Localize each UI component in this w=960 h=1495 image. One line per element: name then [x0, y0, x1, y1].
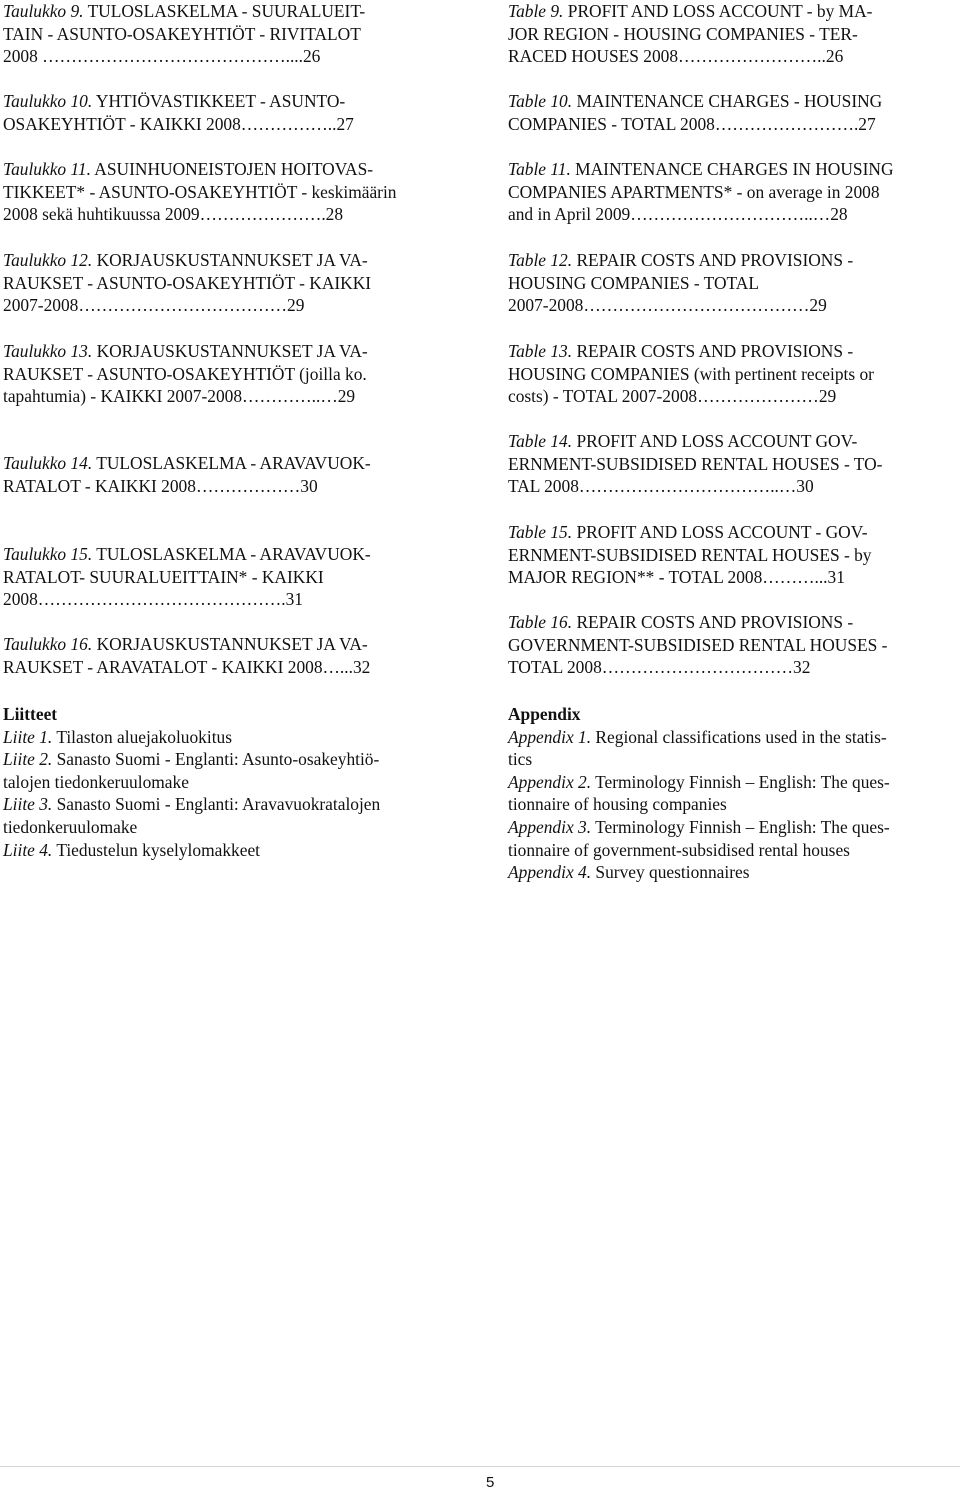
entry-label: Appendix 1. [508, 726, 592, 747]
entry-label: Liite 4. [3, 839, 53, 860]
toc-entry [508, 90, 882, 135]
entry-text: costs) - TOTAL 2007-2008…………………29 [508, 386, 837, 407]
entry-text: MAJOR REGION** - TOTAL 2008………...31 [508, 567, 845, 588]
entry-label: Table 11. [508, 159, 571, 179]
entry-text: 2007-2008…………………………………29 [508, 295, 827, 316]
entry-text: PROFIT AND LOSS ACCOUNT GOV- [572, 431, 858, 451]
appendix-heading: Appendix [508, 704, 581, 724]
entry-text: RACED HOUSES 2008……………………..26 [508, 46, 844, 67]
entry-text: Regional classifications used in the statis- [591, 726, 887, 747]
entry-text: TULOSLASKELMA - SUURALUEIT- [83, 1, 366, 21]
appendix-heading: Liitteet [3, 704, 58, 724]
entry-label: Appendix 4. [508, 862, 592, 883]
entry-label: Taulukko 15. [3, 544, 93, 564]
toc-entry [508, 158, 894, 226]
toc-entry [3, 633, 370, 678]
entry-text: TAL 2008……………………………..…30 [508, 476, 814, 497]
entry-text: COMPANIES APARTMENTS* - on average in 2008 [508, 181, 880, 202]
entry-text: REPAIR COSTS AND PROVISIONS - [572, 612, 854, 632]
entry-text: and in April 2009…………………………..…28 [508, 204, 848, 225]
entry-label: Taulukko 10. [3, 91, 93, 111]
footer-rule [0, 1466, 960, 1467]
entry-text: Terminology Finnish – English: The ques- [591, 816, 890, 837]
entry-text: GOVERNMENT-SUBSIDISED RENTAL HOUSES - [508, 634, 888, 655]
entry-text: talojen tiedonkeruulomake [3, 771, 189, 792]
entry-label: Taulukko 16. [3, 634, 93, 654]
toc-entry [3, 0, 365, 68]
toc-entry [3, 158, 396, 226]
entry-text: Sanasto Suomi - Englanti: Aravavuokratalojen [52, 794, 381, 815]
toc-entry [508, 611, 887, 679]
entry-text: 2008 ……………………………………....26 [3, 46, 321, 67]
entry-text: TULOSLASKELMA - ARAVAVUOK- [92, 453, 371, 473]
entry-label: Taulukko 11. [3, 159, 91, 179]
entry-text: tics [508, 749, 533, 770]
entry-text: HOUSING COMPANIES - TOTAL [508, 272, 759, 293]
entry-text: Tiedustelun kyselylomakkeet [52, 839, 260, 860]
toc-entry [3, 543, 371, 611]
entry-text: Tilaston aluejakoluokitus [52, 726, 232, 747]
toc-entry [3, 340, 368, 408]
entry-label: Table 12. [508, 250, 573, 270]
entry-label: Table 13. [508, 341, 573, 361]
entry-text: tionnaire of government-subsidised rental houses [508, 839, 850, 860]
entry-text: Sanasto Suomi - Englanti: Asunto-osakeyhtiö- [52, 749, 380, 770]
entry-text: ASUINHUONEISTOJEN HOITOVAS- [90, 159, 374, 179]
toc-entry [3, 90, 354, 135]
entry-text: MAINTENANCE CHARGES - HOUSING [572, 91, 883, 111]
entry-text: 2007-2008………………………………29 [3, 295, 305, 316]
entry-text: KORJAUSKUSTANNUKSET JA VA- [92, 341, 368, 361]
entry-text: 2008…………………………………….31 [3, 589, 303, 610]
entry-label: Table 10. [508, 91, 573, 111]
entry-label: Liite 2. [3, 749, 53, 770]
entry-text: YHTIÖVASTIKKEET - ASUNTO- [92, 91, 346, 111]
entry-text: HOUSING COMPANIES (with pertinent receipts or [508, 363, 874, 384]
entry-text: Survey questionnaires [591, 862, 750, 883]
entry-text: OSAKEYHTIÖT - KAIKKI 2008……………..27 [3, 113, 354, 134]
entry-text: 2008 sekä huhtikuussa 2009………………….28 [3, 204, 344, 225]
entry-text: TOTAL 2008……………………………32 [508, 657, 811, 678]
entry-text: Terminology Finnish – English: The ques- [591, 771, 890, 792]
toc-entry [3, 452, 371, 497]
entry-text: PROFIT AND LOSS ACCOUNT - by MA- [563, 1, 873, 21]
entry-text: TAIN - ASUNTO-OSAKEYHTIÖT - RIVITALOT [3, 23, 361, 44]
entry-text: KORJAUSKUSTANNUKSET JA VA- [92, 250, 368, 270]
entry-text: tiedonkeruulomake [3, 816, 138, 837]
entry-text: JOR REGION - HOUSING COMPANIES - TER- [508, 23, 858, 44]
toc-entry [508, 0, 872, 68]
entry-label: Taulukko 9. [3, 1, 84, 21]
entry-text: ERNMENT-SUBSIDISED RENTAL HOUSES - by [508, 544, 872, 565]
entry-text: tapahtumia) - KAIKKI 2007-2008…………..…29 [3, 386, 356, 407]
entry-label: Appendix 2. [508, 771, 592, 792]
entry-text: REPAIR COSTS AND PROVISIONS - [572, 341, 854, 361]
entry-text: tionnaire of housing companies [508, 794, 727, 815]
entry-text: RAUKSET - ASUNTO-OSAKEYHTIÖT (joilla ko. [3, 363, 367, 384]
entry-text: RAUKSET - ARAVATALOT - KAIKKI 2008…...32 [3, 656, 371, 677]
entry-text: RATALOT- SUURALUEITTAIN* - KAIKKI [3, 566, 324, 587]
entry-label: Appendix 3. [508, 816, 592, 837]
entry-text: MAINTENANCE CHARGES IN HOUSING [570, 159, 894, 179]
appendix-section [3, 703, 380, 861]
entry-text: PROFIT AND LOSS ACCOUNT - GOV- [572, 522, 868, 542]
entry-label: Table 9. [508, 1, 564, 21]
page-number: 5 [486, 1474, 495, 1491]
entry-label: Taulukko 13. [3, 341, 93, 361]
toc-entry [508, 340, 874, 408]
toc-entry [508, 521, 872, 589]
entry-text: COMPANIES - TOTAL 2008…………………….27 [508, 113, 876, 134]
toc-entry [508, 430, 882, 498]
entry-text: REPAIR COSTS AND PROVISIONS - [572, 250, 854, 270]
entry-text: ERNMENT-SUBSIDISED RENTAL HOUSES - TO- [508, 453, 883, 474]
entry-text: RATALOT - KAIKKI 2008………………30 [3, 475, 318, 496]
entry-label: Taulukko 12. [3, 250, 93, 270]
entry-label: Table 14. [508, 431, 573, 451]
entry-label: Liite 1. [3, 726, 53, 747]
entry-label: Liite 3. [3, 794, 53, 815]
entry-text: TIKKEET* - ASUNTO-OSAKEYHTIÖT - keskimäärin [3, 181, 397, 202]
entry-text: KORJAUSKUSTANNUKSET JA VA- [92, 634, 368, 654]
entry-label: Taulukko 14. [3, 453, 93, 473]
toc-entry [3, 249, 371, 317]
appendix-section [508, 703, 890, 884]
entry-text: TULOSLASKELMA - ARAVAVUOK- [92, 544, 371, 564]
toc-entry [508, 249, 853, 317]
entry-label: Table 15. [508, 522, 573, 542]
entry-text: RAUKSET - ASUNTO-OSAKEYHTIÖT - KAIKKI [3, 272, 372, 293]
entry-label: Table 16. [508, 612, 573, 632]
